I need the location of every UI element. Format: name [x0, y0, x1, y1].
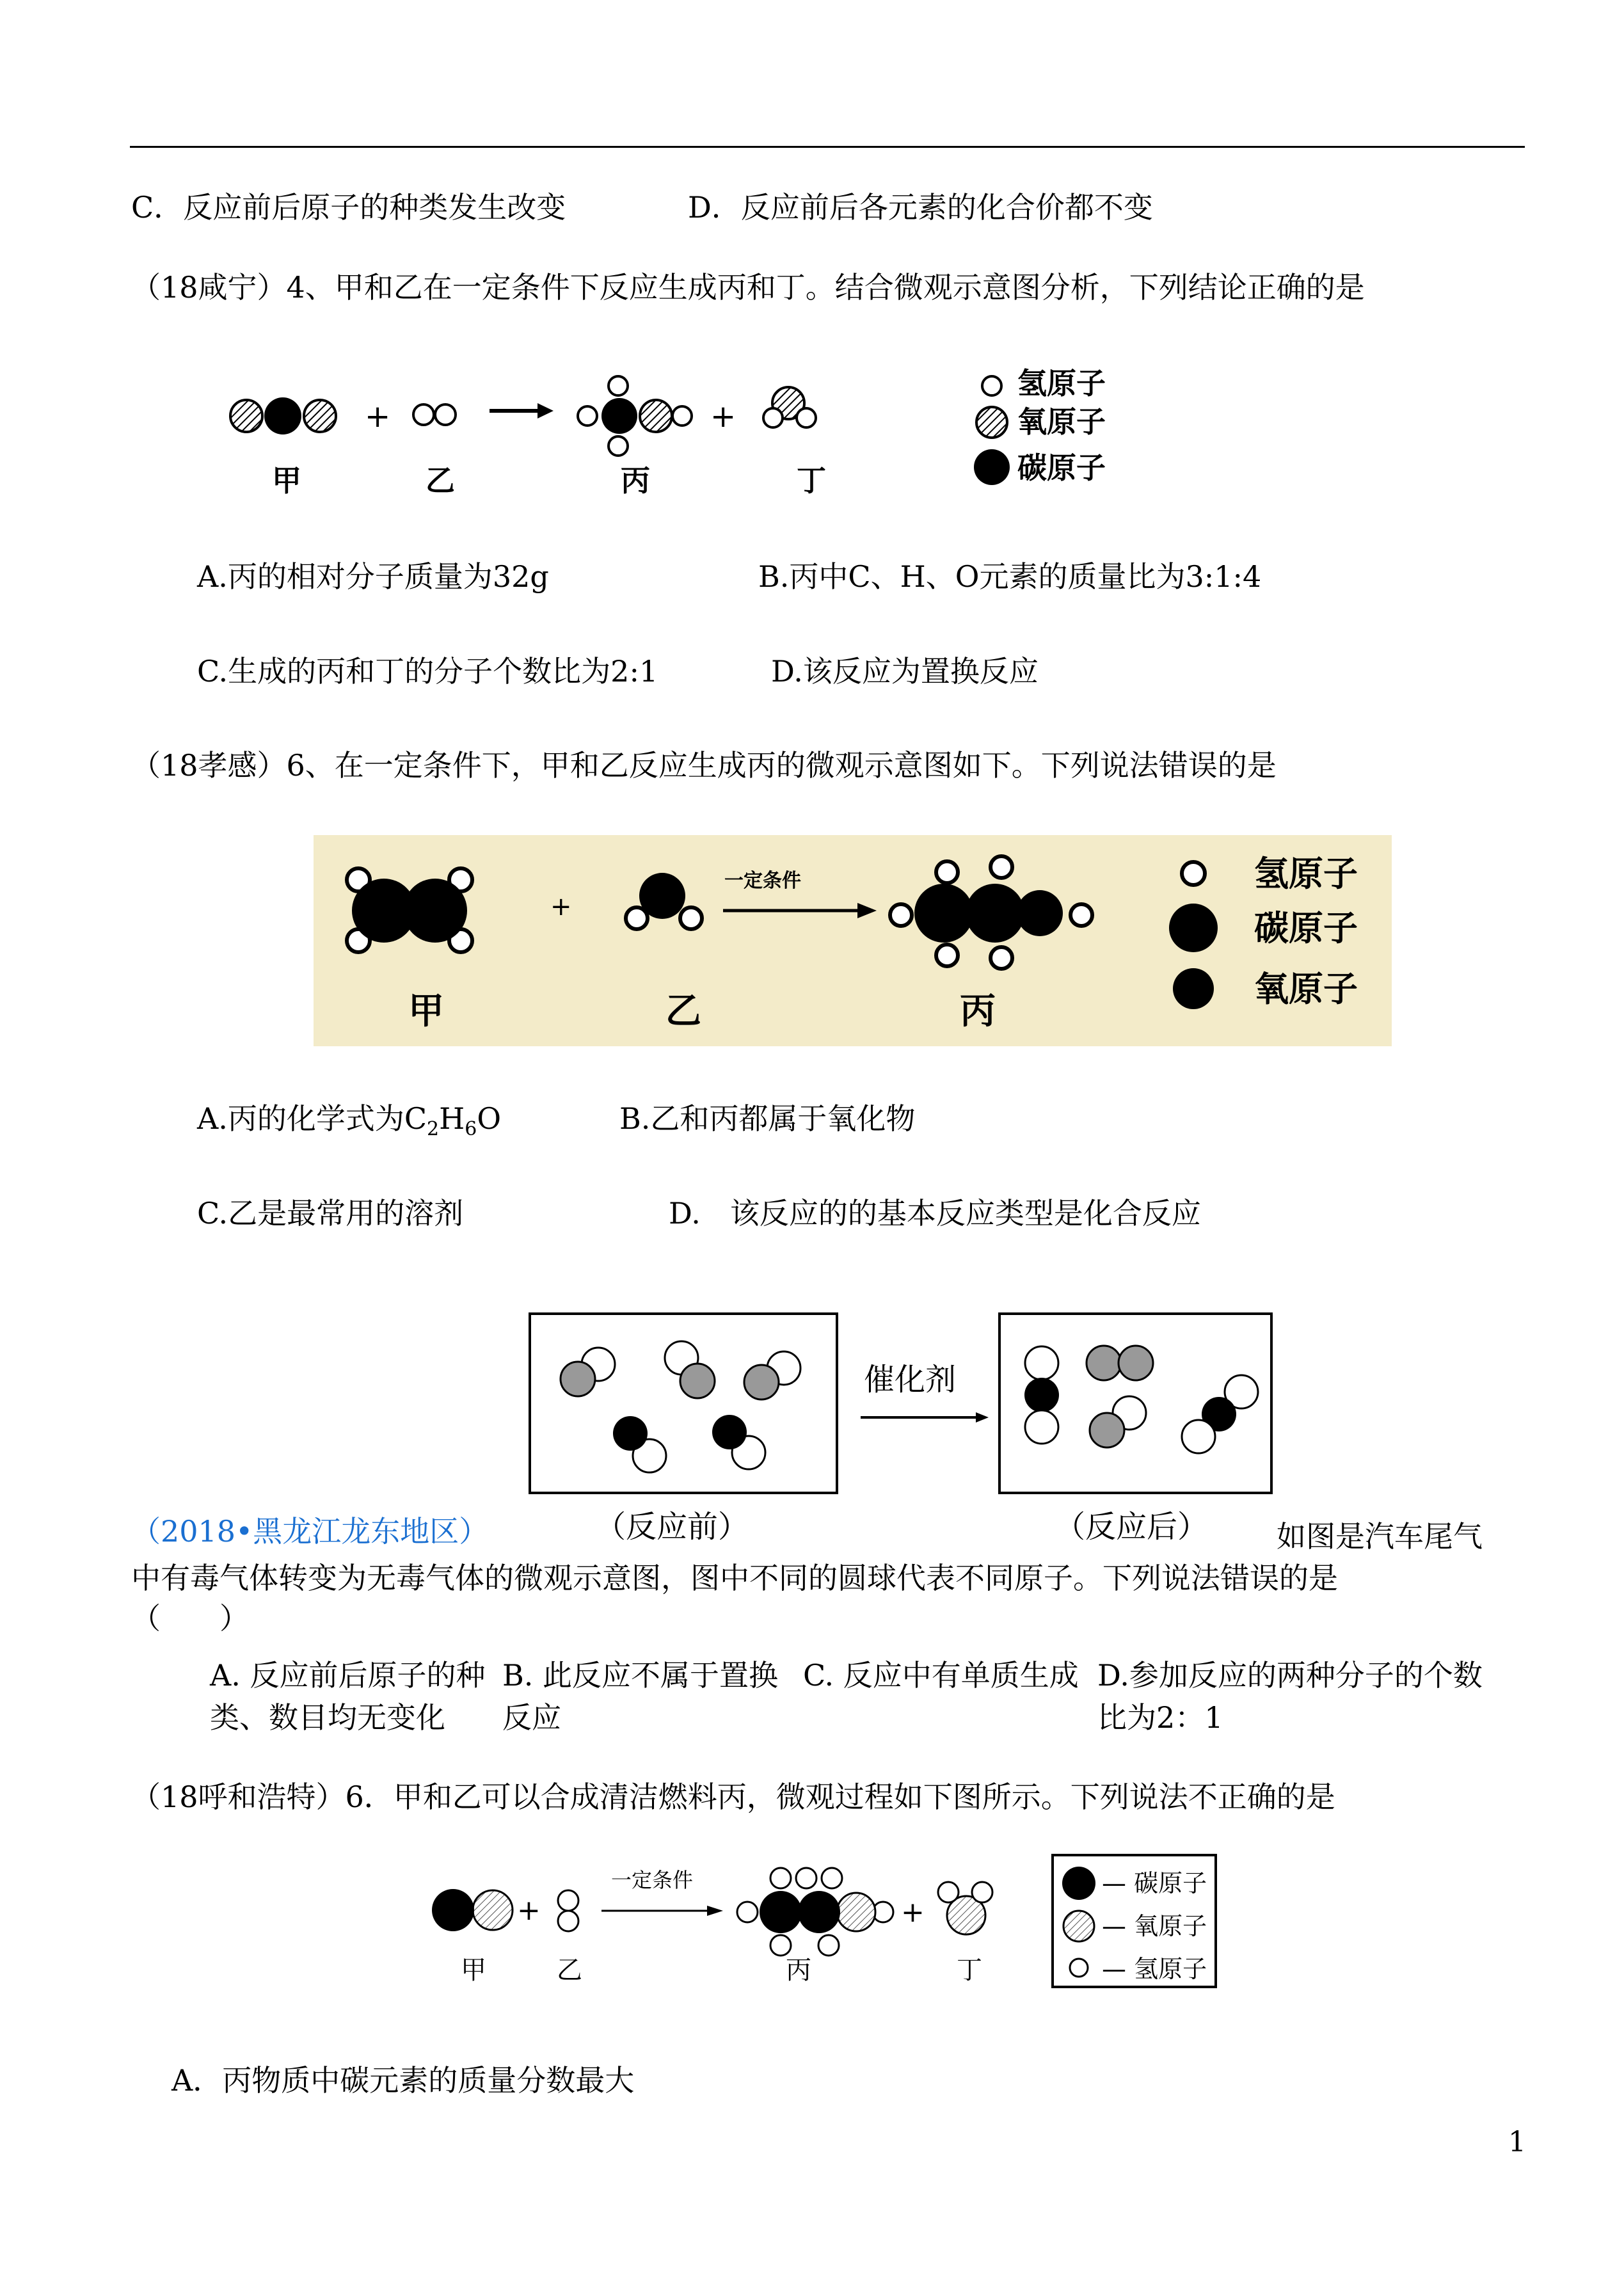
hhht-legend-o: — 氧原子 [1102, 1912, 1207, 1940]
q4-label-bing: 丙 [621, 463, 650, 498]
q4-legend-c: 碳原子 [1017, 450, 1106, 485]
hlj-stem-2: 中有毒气体转变为无毒气体的微观示意图，图中不同的圆球代表不同原子。下列说法错误的是 [131, 1561, 1338, 1595]
q6-jia-molecule [347, 868, 472, 952]
hlj-option-b: B. 此反应不属于置换反应 [502, 1658, 779, 1735]
q4-label-yi: 乙 [426, 463, 455, 498]
q4-molecule-figure [218, 349, 1152, 509]
q6-label-yi: 乙 [665, 991, 701, 1032]
q4-ding-molecule [763, 387, 816, 427]
q6-arrow-label: 一定条件 [724, 870, 801, 892]
q6-stem: （18孝感）6、在一定条件下，甲和乙反应生成丙的微观示意图如下。下列说法错误的是 [131, 748, 1277, 783]
q4-option-a: A.丙的相对分子质量为32g [197, 559, 549, 594]
q6-option-b: B.乙和丙都属于氧化物 [619, 1101, 916, 1136]
hlj-before-label: （反应前） [595, 1509, 749, 1545]
q6-plus: + [550, 892, 572, 921]
hlj-option-a: A. 反应前后原子的种类、数目均无变化 [210, 1658, 486, 1735]
q4-arrow [490, 403, 553, 419]
hhht-arrow-label: 一定条件 [611, 1868, 694, 1892]
q4-legend-h: 氢原子 [1017, 366, 1106, 401]
header-rule [130, 146, 1525, 148]
q4-plus-1: + [365, 399, 391, 434]
q6-label-jia: 甲 [408, 991, 444, 1032]
hhht-label-yi: 乙 [557, 1956, 582, 1985]
hlj-arrow-label: 催化剂 [864, 1362, 957, 1398]
hlj-stem-1: 如图是汽车尾气 [1277, 1519, 1483, 1554]
prev-option-d: D．反应前后各元素的化合价都不变 [688, 190, 1153, 225]
q4-legend-c-symbol [974, 449, 1010, 485]
q4-legend-h-symbol [982, 376, 1001, 395]
page-number: 1 [1508, 2126, 1526, 2158]
q4-bing-molecule [578, 376, 692, 456]
hhht-option-a: A．丙物质中碳元素的质量分数最大 [171, 2063, 635, 2098]
hhht-legend-h: — 氢原子 [1102, 1955, 1207, 1983]
hlj-blank: （ ） [131, 1601, 249, 1636]
q6-legend-o-symbol [1173, 968, 1214, 1009]
hhht-label-bing: 丙 [786, 1956, 811, 1985]
q6-bing-molecule [890, 856, 1092, 969]
q4-option-b: B.丙中C、H、O元素的质量比为3:1:4 [758, 559, 1262, 594]
q6-arrow [723, 903, 877, 918]
q4-legend-o-symbol [976, 407, 1007, 438]
svg-text:+: + [517, 1894, 541, 1927]
q6-option-d: D. 该反应的的基本反应类型是化合反应 [669, 1196, 1201, 1231]
prev-option-c: C．反应前后原子的种类发生改变 [131, 190, 566, 225]
q6-label-bing: 丙 [960, 991, 996, 1032]
q4-plus-2: + [710, 399, 736, 434]
q6-yi-molecule [626, 873, 702, 929]
hlj-option-c: C. 反应中有单质生成 [803, 1658, 1079, 1693]
q4-label-jia: 甲 [272, 463, 301, 498]
q6-option-a: A.丙的化学式为$C_2H_6O$ [197, 1101, 502, 1141]
q6-legend-o: 氧原子 [1254, 969, 1358, 1009]
q6-option-c: C.乙是最常用的溶剂 [197, 1196, 464, 1231]
q4-legend-o: 氧原子 [1017, 404, 1106, 439]
q6-legend-h: 氢原子 [1254, 854, 1358, 894]
q4-option-d: D.该反应为置换反应 [771, 654, 1039, 689]
q4-label-ding: 丁 [797, 463, 826, 498]
q4-yi-molecule [413, 404, 456, 425]
q6-legend-c: 碳原子 [1254, 908, 1358, 948]
q4-option-c: C.生成的丙和丁的分子个数比为2:1 [197, 654, 658, 689]
q4-jia-molecule [230, 397, 336, 434]
q6-molecule-figure [314, 835, 1392, 1046]
hlj-source: （2018•黑龙江龙东地区） [131, 1514, 489, 1549]
hlj-option-d: D.参加反应的两种分子的个数比为2：1 [1097, 1658, 1483, 1735]
hhht-label-jia: 甲 [461, 1956, 486, 1985]
hhht-label-ding: 丁 [957, 1956, 982, 1985]
q6-legend-h-symbol [1182, 862, 1205, 885]
hhht-legend-c: — 碳原子 [1102, 1869, 1207, 1897]
svg-text:+: + [901, 1896, 925, 1929]
q4-stem: （18咸宁）4、甲和乙在一定条件下反应生成丙和丁。结合微观示意图分析，下列结论正确的是 [131, 270, 1365, 305]
q6-legend-c-symbol [1169, 904, 1218, 952]
hlj-after-label: （反应后） [1055, 1509, 1209, 1545]
hhht-stem: （18呼和浩特）6．甲和乙可以合成清洁燃料丙，微观过程如下图所示。下列说法不正确的是 [131, 1780, 1335, 1814]
hlj-molecule-figure [528, 1312, 1286, 1510]
